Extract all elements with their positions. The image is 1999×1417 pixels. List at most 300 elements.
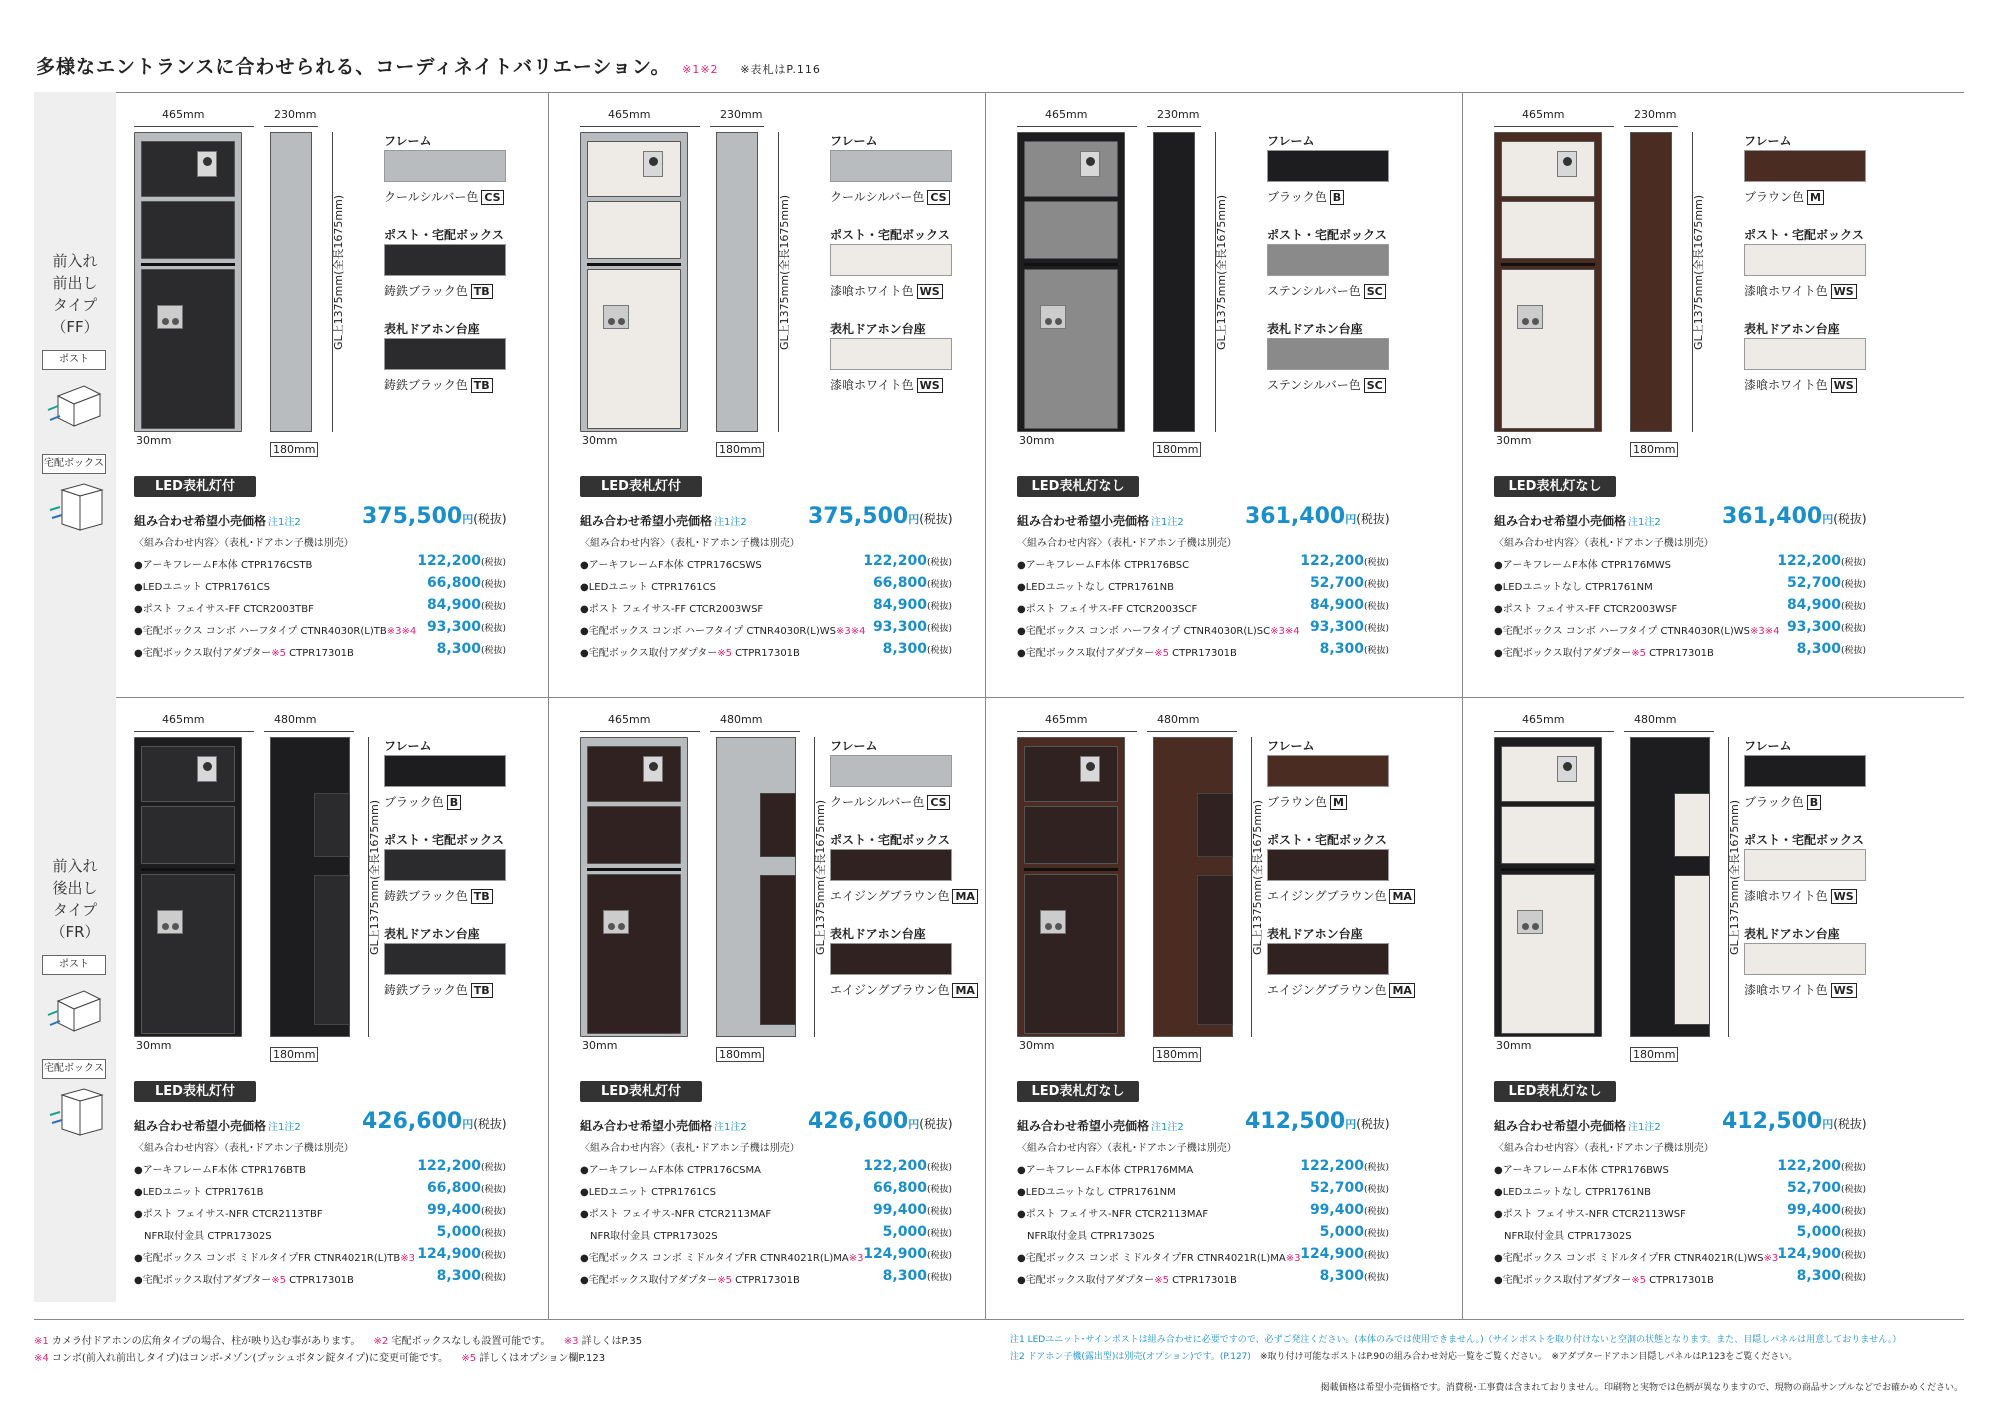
dim-bottom-offset: 30mm — [1019, 434, 1055, 447]
item-label: ●ポスト フェイサス-NFR CTCR2113MAF — [580, 1209, 772, 1220]
post-box-color-swatch — [384, 849, 506, 881]
item-price: 5,000(税抜) — [436, 1224, 506, 1240]
delivery-box-door — [587, 874, 681, 1034]
side-delivery-box — [760, 875, 796, 1025]
combo-price-label: 組み合わせ希望小売価格 注1注2 — [1494, 1119, 1661, 1133]
nameplate-area — [1501, 746, 1595, 802]
combo-price-label: 組み合わせ希望小売価格 注1注2 — [1017, 514, 1184, 528]
lock-keypad-icon — [1517, 910, 1543, 934]
item-label: ●ポスト フェイサス-NFR CTCR2113WSF — [1494, 1209, 1686, 1220]
item-label: ●アーキフレームF本体 CTPR176CSWS — [580, 560, 762, 571]
height-dimension-label: GL上1375mm(全長1675mm) — [332, 194, 345, 350]
led-badge: LED表札灯付 — [580, 1081, 702, 1102]
product-panel — [1486, 92, 1946, 692]
item-label: ●アーキフレームF本体 CTPR176CSMA — [580, 1165, 761, 1176]
item-label: ●宅配ボックス コンボ ミドルタイプFR CTNR4021R(L)MA※3 — [1017, 1253, 1301, 1264]
led-badge: LED表札灯付 — [580, 476, 702, 497]
item-price: 52,700(税抜) — [1786, 575, 1866, 591]
dim-line — [710, 126, 764, 127]
spec-post-box-title: ポスト・宅配ボックス — [1744, 228, 1864, 242]
post-box-color-name: 鋳鉄ブラック色 TB — [384, 282, 493, 299]
dim-width-side: 480mm — [720, 713, 763, 726]
led-badge: LED表札灯付 — [134, 1081, 256, 1102]
item-price: 66,800(税抜) — [872, 575, 952, 591]
item-label: ●宅配ボックス取付アダプター※5 CTPR17301B — [580, 1275, 800, 1286]
dim-bottom-offset: 30mm — [1496, 434, 1532, 447]
nameplate-area — [1024, 746, 1118, 802]
item-label: ●アーキフレームF本体 CTPR176MMA — [1017, 1165, 1194, 1176]
intercom-icon — [643, 151, 663, 177]
item-price: 122,200(税抜) — [1777, 553, 1866, 569]
combo-price-label: 組み合わせ希望小売価格 注1注2 — [134, 1119, 301, 1133]
dim-bottom-depth: 180mm — [1630, 1047, 1678, 1062]
page-title — [36, 52, 821, 79]
lock-keypad-icon — [603, 910, 629, 934]
dim-bottom-offset: 30mm — [1496, 1039, 1532, 1052]
combo-price-label: 組み合わせ希望小売価格 注1注2 — [134, 514, 301, 528]
nameplate-color-swatch — [830, 338, 952, 370]
unit-front-view — [1494, 132, 1602, 432]
dim-line — [264, 126, 318, 127]
side-post-box — [1197, 793, 1233, 857]
type-sidebar — [34, 697, 116, 1302]
tag-post: ポスト — [42, 350, 106, 370]
post-door — [1501, 806, 1595, 864]
item-label: ●LEDユニット CTPR1761CS — [580, 582, 716, 593]
post-box-color-name: 鋳鉄ブラック色 TB — [384, 887, 493, 904]
frame-color-swatch — [384, 755, 506, 787]
unit-front-view — [1017, 737, 1125, 1037]
dim-bottom-depth: 180mm — [716, 1047, 764, 1062]
spec-nameplate-title: 表札ドアホン台座 — [384, 927, 480, 941]
combo-contents-note: 〈組み合わせ内容〉（表札･ドアホン子機は別売） — [134, 538, 354, 549]
side-delivery-box — [314, 875, 350, 1025]
item-price: 122,200(税抜) — [1300, 1158, 1389, 1174]
delivery-box-door — [587, 269, 681, 429]
dim-line — [1147, 731, 1237, 732]
combo-total-price: 361,400円(税抜) — [1722, 504, 1867, 529]
shelf-line — [141, 263, 235, 266]
item-label: ●LEDユニットなし CTPR1761NB — [1017, 582, 1174, 593]
post-door — [1024, 201, 1118, 259]
type-label-line: 前入れ — [52, 857, 98, 875]
post-box-color-name: エイジングブラウン色 MA — [1267, 887, 1415, 904]
nameplate-area — [587, 141, 681, 197]
type-sidebar — [34, 92, 116, 697]
item-label: ●LEDユニット CTPR1761B — [134, 1187, 264, 1198]
item-price: 93,300(税抜) — [1786, 619, 1866, 635]
item-price: 52,700(税抜) — [1309, 1180, 1389, 1196]
item-price: 122,200(税抜) — [863, 553, 952, 569]
type-label-line: 前出し — [52, 274, 98, 292]
frame-color-name: クールシルバー色 CS — [384, 188, 504, 205]
item-price: 5,000(税抜) — [1319, 1224, 1389, 1240]
post-box-color-name: エイジングブラウン色 MA — [830, 887, 978, 904]
footer-note-right-1: 注1 LEDユニット･サインポストは組み合わせに必要ですので、必ずご発注ください。(本体のみでは使用できません。)（サインポストを取り付けないと空洞の状態となります。また、目隠しパネルは用意しておりません。） — [1010, 1335, 1902, 1345]
item-price: 66,800(税抜) — [426, 1180, 506, 1196]
spec-nameplate-title: 表札ドアホン台座 — [1744, 927, 1840, 941]
unit-front-view — [134, 737, 242, 1037]
tag-delivery-box: 宅配ボックス — [42, 454, 106, 474]
footer-note-right-2: 注2 ドアホン子機(露出型)は別売(オプション)です。(P.127) ※取り付け可能なポストはP.90の組み合わせ対応一覧をご覧ください。 ※アダプタードアホン目隠しパネルはP.123をご覧ください。 — [1010, 1352, 1798, 1362]
frame-color-name: クールシルバー色 CS — [830, 188, 950, 205]
dim-width-side: 480mm — [1157, 713, 1200, 726]
intercom-icon — [1557, 151, 1577, 177]
item-label: NFR取付金具 CTPR17302S — [1494, 1231, 1632, 1242]
side-post-box — [760, 793, 796, 857]
item-label: ●LEDユニット CTPR1761CS — [580, 1187, 716, 1198]
item-label: ●アーキフレームF本体 CTPR176BSC — [1017, 560, 1190, 571]
dim-width-side: 230mm — [1634, 108, 1677, 121]
height-dimension-label: GL上1375mm(全長1675mm) — [778, 194, 791, 350]
post-door — [1024, 806, 1118, 864]
post-diagram-icon — [44, 376, 106, 430]
combo-total-price: 375,500円(税抜) — [362, 504, 507, 529]
post-box-color-swatch — [1267, 244, 1389, 276]
unit-front-view — [134, 132, 242, 432]
dim-line — [710, 731, 800, 732]
item-price: 66,800(税抜) — [426, 575, 506, 591]
item-price: 8,300(税抜) — [1319, 641, 1389, 657]
dim-line — [1494, 126, 1614, 127]
frame-color-name: ブラウン色 M — [1267, 793, 1347, 810]
dim-bottom-offset: 30mm — [1019, 1039, 1055, 1052]
item-label: NFR取付金具 CTPR17302S — [580, 1231, 718, 1242]
lock-keypad-icon — [1040, 910, 1066, 934]
dim-line — [264, 731, 354, 732]
dim-bottom-offset: 30mm — [582, 434, 618, 447]
dim-bottom-depth: 180mm — [1153, 1047, 1201, 1062]
item-label: ●宅配ボックス取付アダプター※5 CTPR17301B — [1494, 648, 1714, 659]
shelf-line — [1024, 868, 1118, 871]
item-label: ●宅配ボックス コンボ ハーフタイプ CTNR4030R(L)WS※3※4 — [580, 626, 866, 637]
spec-nameplate-title: 表札ドアホン台座 — [830, 322, 926, 336]
item-price: 84,900(税抜) — [426, 597, 506, 613]
item-label: ●LEDユニット CTPR1761CS — [134, 582, 270, 593]
item-label: ●宅配ボックス取付アダプター※5 CTPR17301B — [134, 648, 354, 659]
dim-line — [1017, 126, 1137, 127]
title-notes: ※1※2 — [682, 63, 719, 76]
product-panel — [572, 697, 1032, 1297]
spec-post-box-title: ポスト・宅配ボックス — [1267, 228, 1387, 242]
spec-nameplate-title: 表札ドアホン台座 — [830, 927, 926, 941]
nameplate-color-name: 鋳鉄ブラック色 TB — [384, 376, 493, 393]
nameplate-area — [587, 746, 681, 802]
item-price: 99,400(税抜) — [1786, 1202, 1866, 1218]
combo-price-label: 組み合わせ希望小売価格 注1注2 — [580, 1119, 747, 1133]
spec-frame-title: フレーム — [830, 134, 878, 148]
shelf-line — [141, 868, 235, 871]
dim-width-side: 230mm — [274, 108, 317, 121]
post-diagram-icon — [44, 981, 106, 1035]
product-panel — [1009, 92, 1469, 692]
delivery-box-door — [1024, 269, 1118, 429]
item-price: 122,200(税抜) — [417, 1158, 506, 1174]
item-price: 84,900(税抜) — [872, 597, 952, 613]
dim-bottom-offset: 30mm — [582, 1039, 618, 1052]
post-door — [587, 201, 681, 259]
item-label: NFR取付金具 CTPR17302S — [1017, 1231, 1155, 1242]
dim-line — [1624, 731, 1714, 732]
dim-width-side: 230mm — [720, 108, 763, 121]
item-label: ●宅配ボックス取付アダプター※5 CTPR17301B — [134, 1275, 354, 1286]
tag-delivery-box: 宅配ボックス — [42, 1059, 106, 1079]
nameplate-color-name: 漆喰ホワイト色 WS — [1744, 376, 1857, 393]
product-panel — [126, 92, 586, 692]
item-label: ●宅配ボックス コンボ ミドルタイプFR CTNR4021R(L)WS※3 — [1494, 1253, 1779, 1264]
type-label-line: タイプ — [52, 901, 98, 919]
dim-bottom-depth: 180mm — [270, 442, 318, 457]
spec-post-box-title: ポスト・宅配ボックス — [384, 228, 504, 242]
item-label: ●ポスト フェイサス-FF CTCR2003WSF — [580, 604, 764, 615]
combo-total-price: 426,600円(税抜) — [808, 1109, 953, 1134]
intercom-icon — [1080, 756, 1100, 782]
post-door — [1501, 201, 1595, 259]
item-label: ●宅配ボックス コンボ ミドルタイプFR CTNR4021R(L)TB※3 — [134, 1253, 415, 1264]
item-price: 8,300(税抜) — [1319, 1268, 1389, 1284]
nameplate-color-swatch — [1267, 943, 1389, 975]
item-price: 8,300(税抜) — [1796, 641, 1866, 657]
nameplate-color-swatch — [1744, 943, 1866, 975]
post-box-color-name: ステンシルバー色 SC — [1267, 282, 1386, 299]
dim-bottom-depth: 180mm — [716, 442, 764, 457]
item-price: 122,200(税抜) — [417, 553, 506, 569]
led-badge: LED表札灯なし — [1017, 1081, 1139, 1102]
spec-post-box-title: ポスト・宅配ボックス — [384, 833, 504, 847]
dim-bottom-depth: 180mm — [270, 1047, 318, 1062]
unit-side-view — [716, 132, 758, 432]
dim-bottom-offset: 30mm — [136, 1039, 172, 1052]
lock-keypad-icon — [157, 910, 183, 934]
height-dimension-label: GL上1375mm(全長1675mm) — [368, 799, 381, 955]
item-label: ●ポスト フェイサス-NFR CTCR2113TBF — [134, 1209, 323, 1220]
shelf-line — [1024, 263, 1118, 266]
dim-width-side: 230mm — [1157, 108, 1200, 121]
item-price: 99,400(税抜) — [1309, 1202, 1389, 1218]
item-label: ●ポスト フェイサス-FF CTCR2003TBF — [134, 604, 314, 615]
side-delivery-box — [1674, 875, 1710, 1025]
combo-total-price: 412,500円(税抜) — [1722, 1109, 1867, 1134]
nameplate-area — [141, 141, 235, 197]
item-price: 122,200(税抜) — [1777, 1158, 1866, 1174]
intercom-icon — [1557, 756, 1577, 782]
footer-note-left-1: ※1 カメラ付ドアホンの広角タイプの場合、柱が映り込む事があります。 ※2 宅配ボックスなしも設置可能です。 ※3 詳しくはP.35 — [34, 1336, 643, 1347]
nameplate-reference: ※表札はP.116 — [740, 63, 821, 76]
product-panel — [1009, 697, 1469, 1297]
led-badge: LED表札灯付 — [134, 476, 256, 497]
spec-nameplate-title: 表札ドアホン台座 — [1267, 927, 1363, 941]
type-label-line: タイプ — [52, 296, 98, 314]
type-label-line: （FF） — [51, 318, 99, 336]
height-dimension-label: GL上1375mm(全長1675mm) — [1728, 799, 1741, 955]
spec-nameplate-title: 表札ドアホン台座 — [384, 322, 480, 336]
item-price: 124,900(税抜) — [417, 1246, 506, 1262]
footer-note-left-2: ※4 コンボ(前入れ前出しタイプ)はコンボ-メゾン(プッシュボタン錠タイプ)に変更可能です。 ※5 詳しくはオプション欄P.123 — [34, 1353, 606, 1364]
item-label: ●宅配ボックス コンボ ハーフタイプ CTNR4030R(L)TB※3※4 — [134, 626, 417, 637]
spec-post-box-title: ポスト・宅配ボックス — [830, 833, 950, 847]
nameplate-color-name: 漆喰ホワイト色 WS — [1744, 981, 1857, 998]
nameplate-color-swatch — [830, 943, 952, 975]
item-label: ●宅配ボックス取付アダプター※5 CTPR17301B — [1494, 1275, 1714, 1286]
spec-frame-title: フレーム — [1744, 134, 1792, 148]
dim-line — [1494, 731, 1614, 732]
post-box-color-swatch — [830, 244, 952, 276]
spec-frame-title: フレーム — [384, 739, 432, 753]
led-badge: LED表札灯なし — [1494, 476, 1616, 497]
post-box-color-swatch — [1744, 244, 1866, 276]
dim-line — [580, 731, 700, 732]
lock-keypad-icon — [603, 305, 629, 329]
item-price: 52,700(税抜) — [1786, 1180, 1866, 1196]
item-price: 84,900(税抜) — [1309, 597, 1389, 613]
item-label: ●宅配ボックス コンボ ハーフタイプ CTNR4030R(L)SC※3※4 — [1017, 626, 1300, 637]
combo-total-price: 412,500円(税抜) — [1245, 1109, 1390, 1134]
nameplate-color-swatch — [1744, 338, 1866, 370]
type-label-line: 前入れ — [52, 252, 98, 270]
item-price: 52,700(税抜) — [1309, 575, 1389, 591]
dim-line — [1147, 126, 1201, 127]
combo-price-label: 組み合わせ希望小売価格 注1注2 — [1494, 514, 1661, 528]
item-label: ●LEDユニットなし CTPR1761NM — [1494, 582, 1653, 593]
item-price: 5,000(税抜) — [882, 1224, 952, 1240]
item-label: ●宅配ボックス コンボ ミドルタイプFR CTNR4021R(L)MA※3 — [580, 1253, 864, 1264]
product-panel — [572, 92, 1032, 692]
item-price: 84,900(税抜) — [1786, 597, 1866, 613]
item-price: 99,400(税抜) — [872, 1202, 952, 1218]
item-label: ●ポスト フェイサス-FF CTCR2003WSF — [1494, 604, 1678, 615]
delivery-box-door — [1501, 874, 1595, 1034]
spec-frame-title: フレーム — [1267, 739, 1315, 753]
item-price: 124,900(税抜) — [1300, 1246, 1389, 1262]
post-box-color-name: 漆喰ホワイト色 WS — [1744, 887, 1857, 904]
tag-post: ポスト — [42, 955, 106, 975]
side-post-box — [314, 793, 350, 857]
delivery-box-door — [141, 874, 235, 1034]
item-price: 66,800(税抜) — [872, 1180, 952, 1196]
nameplate-color-name: ステンシルバー色 SC — [1267, 376, 1386, 393]
combo-contents-note: 〈組み合わせ内容〉（表札･ドアホン子機は別売） — [1494, 538, 1714, 549]
intercom-icon — [197, 151, 217, 177]
height-dimension-label: GL上1375mm(全長1675mm) — [1215, 194, 1228, 350]
item-price: 122,200(税抜) — [863, 1158, 952, 1174]
dim-width-side: 480mm — [274, 713, 317, 726]
type-label-line: 後出し — [52, 879, 98, 897]
combo-contents-note: 〈組み合わせ内容〉（表札･ドアホン子機は別売） — [580, 538, 800, 549]
item-label: ●アーキフレームF本体 CTPR176BTB — [134, 1165, 306, 1176]
frame-color-name: ブラック色 B — [384, 793, 461, 810]
spec-frame-title: フレーム — [384, 134, 432, 148]
frame-color-name: ブラウン色 M — [1744, 188, 1824, 205]
intercom-icon — [1080, 151, 1100, 177]
delivery-box-diagram-icon — [44, 480, 106, 534]
delivery-box-door — [1501, 269, 1595, 429]
nameplate-area — [141, 746, 235, 802]
item-label: ●アーキフレームF本体 CTPR176MWS — [1494, 560, 1671, 571]
column-divider — [1462, 92, 1463, 1320]
nameplate-area — [1501, 141, 1595, 197]
spec-nameplate-title: 表札ドアホン台座 — [1744, 322, 1840, 336]
item-label: ●宅配ボックス コンボ ハーフタイプ CTNR4030R(L)WS※3※4 — [1494, 626, 1780, 637]
dim-width-front: 465mm — [1045, 713, 1088, 726]
height-dimension-label: GL上1375mm(全長1675mm) — [1692, 194, 1705, 350]
combo-total-price: 375,500円(税抜) — [808, 504, 953, 529]
nameplate-area — [1024, 141, 1118, 197]
frame-color-swatch — [830, 755, 952, 787]
item-label: ●宅配ボックス取付アダプター※5 CTPR17301B — [1017, 648, 1237, 659]
post-box-color-swatch — [384, 244, 506, 276]
height-dimension-label: GL上1375mm(全長1675mm) — [1251, 799, 1264, 955]
intercom-icon — [197, 756, 217, 782]
post-door — [141, 806, 235, 864]
item-price: 122,200(税抜) — [1300, 553, 1389, 569]
unit-front-view — [1017, 132, 1125, 432]
item-label: ●LEDユニットなし CTPR1761NB — [1494, 1187, 1651, 1198]
dim-width-front: 465mm — [1522, 713, 1565, 726]
post-box-color-swatch — [830, 849, 952, 881]
item-price: 93,300(税抜) — [426, 619, 506, 635]
side-post-box — [1674, 793, 1710, 857]
spec-nameplate-title: 表札ドアホン台座 — [1267, 322, 1363, 336]
unit-front-view — [580, 132, 688, 432]
shelf-line — [1501, 263, 1595, 266]
item-label: ●アーキフレームF本体 CTPR176CSTB — [134, 560, 313, 571]
frame-color-name: クールシルバー色 CS — [830, 793, 950, 810]
dim-line — [1624, 126, 1678, 127]
spec-frame-title: フレーム — [1744, 739, 1792, 753]
item-price: 8,300(税抜) — [436, 1268, 506, 1284]
height-dimension-label: GL上1375mm(全長1675mm) — [814, 799, 827, 955]
dim-line — [134, 126, 254, 127]
combo-total-price: 426,600円(税抜) — [362, 1109, 507, 1134]
frame-color-swatch — [1267, 755, 1389, 787]
item-label: ●ポスト フェイサス-NFR CTCR2113MAF — [1017, 1209, 1209, 1220]
combo-contents-note: 〈組み合わせ内容〉（表札･ドアホン子機は別売） — [1494, 1143, 1714, 1154]
product-panel — [1486, 697, 1946, 1297]
item-price: 93,300(税抜) — [1309, 619, 1389, 635]
dim-bottom-offset: 30mm — [136, 434, 172, 447]
item-price: 8,300(税抜) — [882, 1268, 952, 1284]
item-label: NFR取付金具 CTPR17302S — [134, 1231, 272, 1242]
nameplate-color-swatch — [384, 943, 506, 975]
dim-width-side: 480mm — [1634, 713, 1677, 726]
dim-bottom-depth: 180mm — [1630, 442, 1678, 457]
frame-color-swatch — [384, 150, 506, 182]
post-door — [587, 806, 681, 864]
dim-line — [1017, 731, 1137, 732]
item-price: 99,400(税抜) — [426, 1202, 506, 1218]
combo-contents-note: 〈組み合わせ内容〉（表札･ドアホン子機は別売） — [580, 1143, 800, 1154]
item-price: 124,900(税抜) — [863, 1246, 952, 1262]
lock-keypad-icon — [1517, 305, 1543, 329]
frame-color-name: ブラック色 B — [1744, 793, 1821, 810]
item-price: 8,300(税抜) — [1796, 1268, 1866, 1284]
product-panel — [126, 697, 586, 1297]
unit-side-view — [270, 132, 312, 432]
post-box-color-name: 漆喰ホワイト色 WS — [1744, 282, 1857, 299]
item-label: ●アーキフレームF本体 CTPR176BWS — [1494, 1165, 1669, 1176]
item-price: 93,300(税抜) — [872, 619, 952, 635]
intercom-icon — [643, 756, 663, 782]
unit-side-view — [1630, 132, 1672, 432]
dim-line — [580, 126, 700, 127]
unit-side-view — [1153, 132, 1195, 432]
spec-frame-title: フレーム — [1267, 134, 1315, 148]
combo-total-price: 361,400円(税抜) — [1245, 504, 1390, 529]
dim-width-front: 465mm — [1045, 108, 1088, 121]
post-door — [141, 201, 235, 259]
side-delivery-box — [1197, 875, 1233, 1025]
dim-line — [134, 731, 254, 732]
